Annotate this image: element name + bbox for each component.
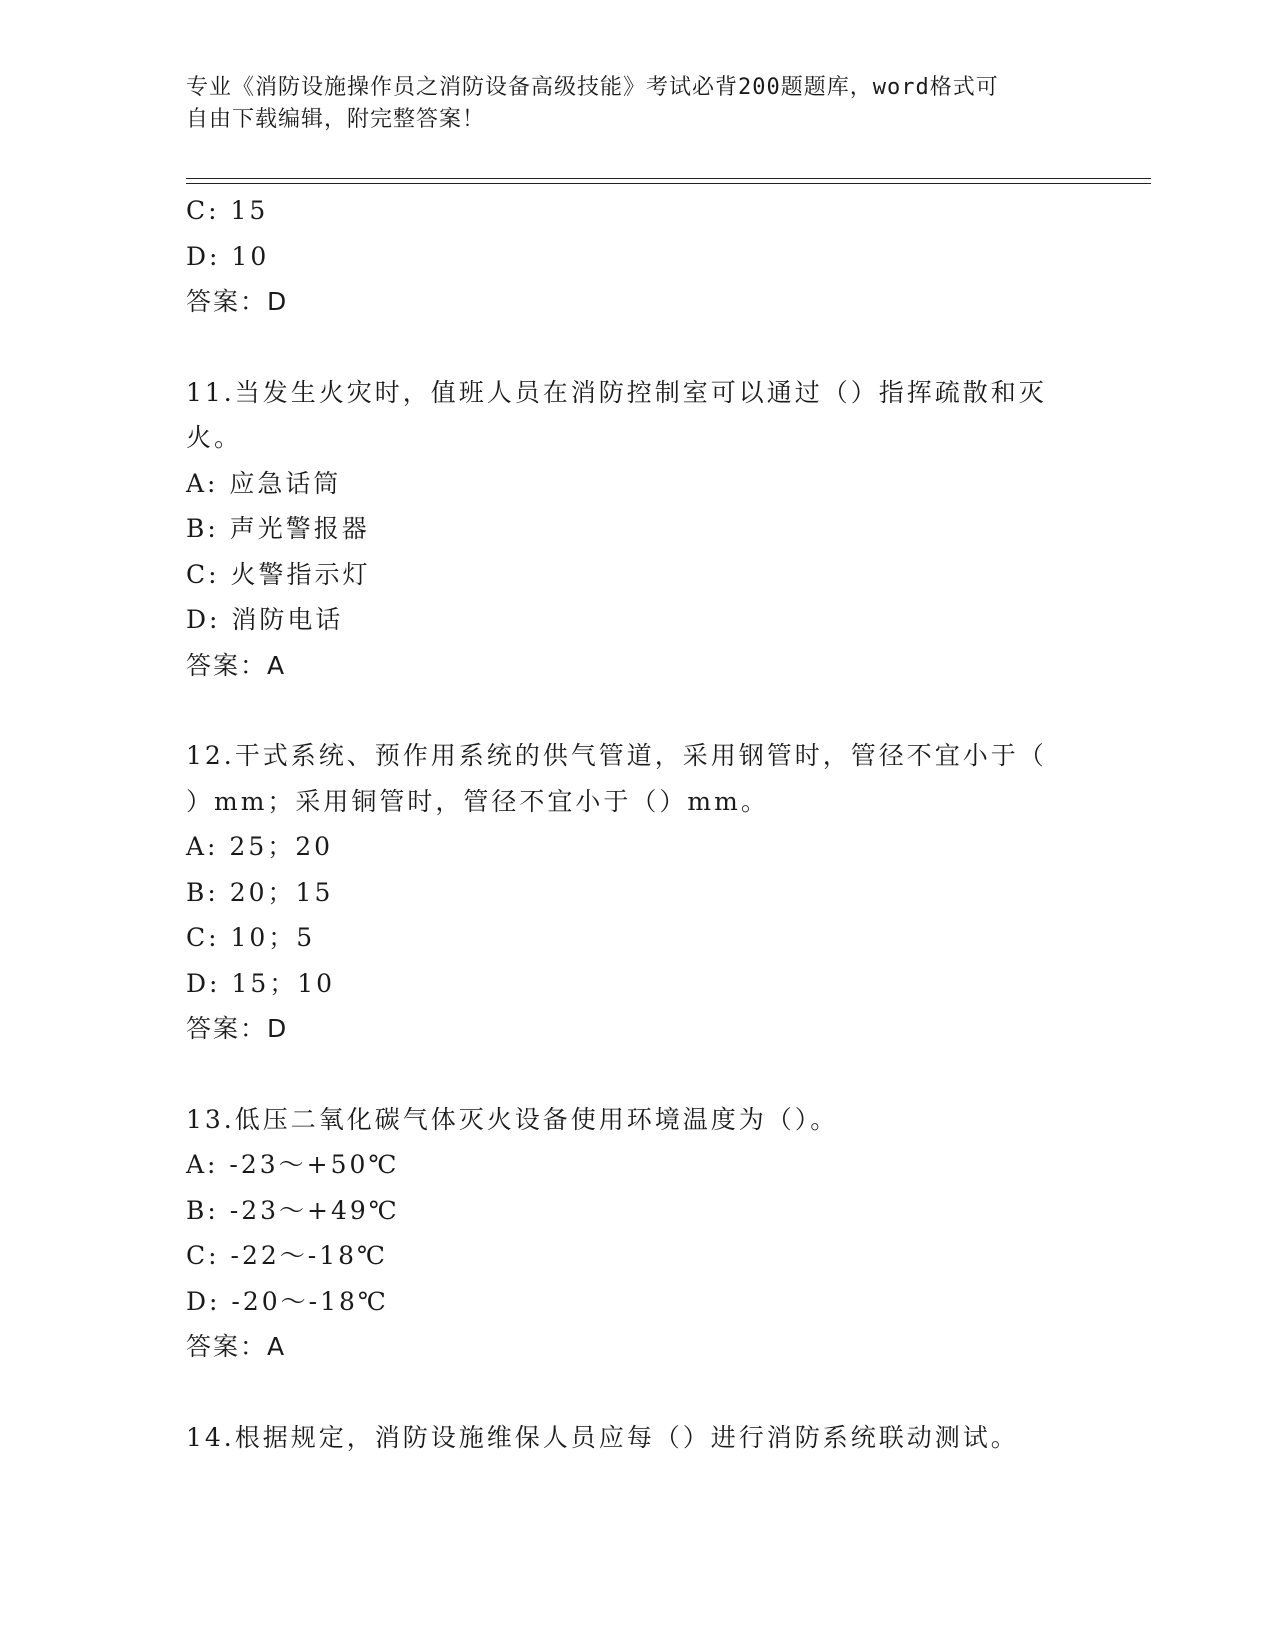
option-d: D: 消防电话 [186,605,344,634]
option-a: A: 25；20 [186,832,334,861]
option-b: B: 20；15 [186,877,334,907]
option-c: C: -22～-18℃ [186,1241,388,1270]
question-stem-continued: 火。 [186,423,243,452]
option-a: A: 应急话筒 [186,468,342,498]
document-header [186,72,1066,136]
question-stem-continued: ）mm；采用铜管时，管径不宜小于（）mm。 [186,786,769,816]
option-c: C: 15 [186,196,269,225]
prev-question-tail [186,188,1066,325]
option-c: C: 10；5 [186,923,316,952]
answer: 答案：A [186,650,287,680]
question-stem: 11.当发生火灾时，值班人员在消防控制室可以通过（）指挥疏散和灭 [186,377,1047,407]
option-b: B: 声光警报器 [186,514,370,543]
option-d: D: -20～-18℃ [186,1286,389,1316]
header-line-2: 自由下载编辑，附完整答案！ [186,107,486,132]
question-14 [186,1415,1066,1461]
option-d: D: 10 [186,241,270,271]
question-stem: 12.干式系统、预作用系统的供气管道，采用钢管时，管径不宜小于（ [186,741,1047,770]
spacer [186,688,1066,733]
option-c: C: 火警指示灯 [186,559,371,589]
option-d: D: 15；10 [186,968,336,998]
answer: 答案：D [186,287,289,316]
header-divider-bottom [186,183,1151,184]
spacer [186,1052,1066,1097]
option-b: B: -23～+49℃ [186,1195,400,1225]
spacer [186,325,1066,370]
option-a: A: -23～+50℃ [186,1150,400,1179]
question-11 [186,370,1066,689]
question-stem: 13.低压二氧化碳气体灭火设备使用环境温度为（）。 [186,1104,839,1134]
header-line-1: 专业《消防设施操作员之消防设备高级技能》考试必背200题题库，word格式可 [186,75,999,100]
spacer [186,1370,1066,1415]
answer: 答案：A [186,1332,287,1361]
question-13 [186,1097,1066,1370]
document-body [186,188,1066,1460]
question-stem: 14.根据规定，消防设施维保人员应每（）进行消防系统联动测试。 [186,1422,1019,1452]
question-12 [186,733,1066,1052]
header-divider-top [186,178,1151,179]
answer: 答案：D [186,1014,289,1043]
